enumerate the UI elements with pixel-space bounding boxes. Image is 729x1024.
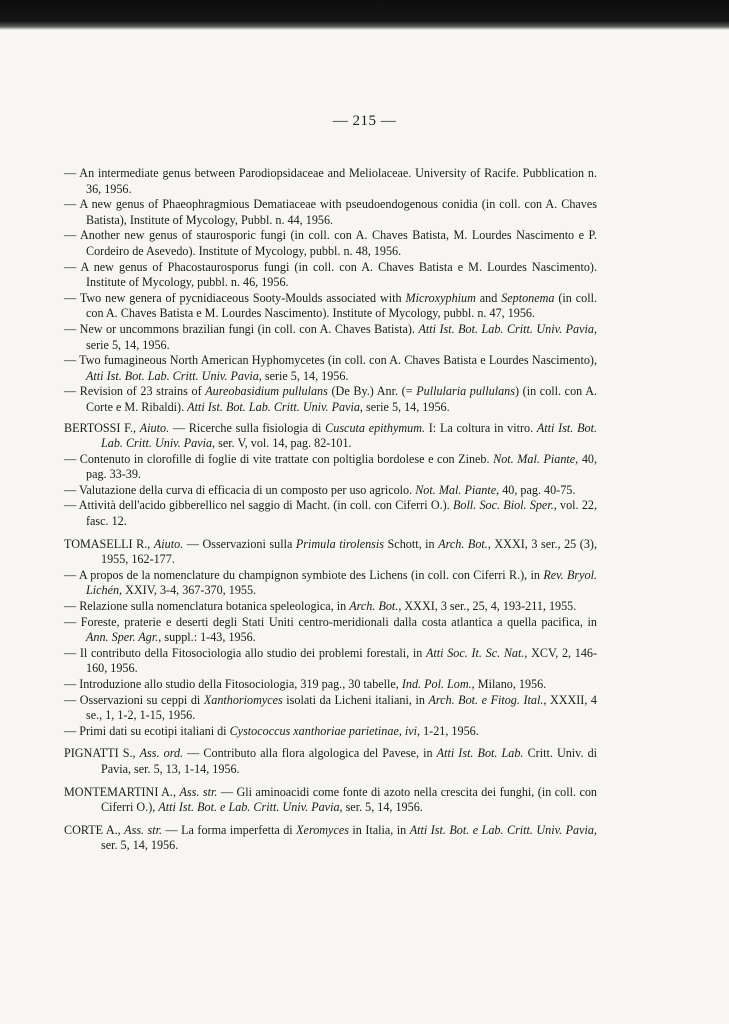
italic-citation: Microxyphium bbox=[405, 290, 476, 305]
author-name: TOMASELLI R., bbox=[64, 536, 151, 551]
entry-dash: — bbox=[64, 482, 79, 497]
entry-dash: — bbox=[64, 451, 80, 466]
bibliography-entry bbox=[64, 228, 597, 259]
citation-text: suppl.: 1-43, 1956. bbox=[161, 630, 256, 645]
citation-text: Critt. Univ. di Pavia, ser. 5, 13, 1-14, 1956. bbox=[101, 746, 598, 776]
citation-text: Il contributo della Fitosociologia allo studio dei problemi forestali, in bbox=[79, 645, 426, 660]
citation-text: XXIV, 3-4, 367-370, 1955. bbox=[122, 583, 257, 598]
author-name: CORTE A., bbox=[64, 822, 121, 837]
citation-text: — Gli aminoacidi come fonte di azoto nella crescita dei funghi, (in coll. con Ciferri O.), bbox=[101, 784, 597, 815]
italic-citation: Pullularia pullulans bbox=[416, 384, 515, 399]
citation-text: vol. 22, fasc. 12. bbox=[86, 498, 597, 529]
citation-text: XXXII, 4 se., 1, 1-2, 1-15, 1956. bbox=[86, 692, 597, 723]
italic-citation: Arch. Bot. e Fitog. Ital., bbox=[428, 692, 547, 707]
citation-text: Foreste, praterie e deserti degli Stati Uniti centro-meridionali dalla costa atlantica a quella pacifica, in bbox=[80, 614, 597, 629]
italic-citation: Xeromyces bbox=[296, 822, 349, 837]
citation-text: Two fumagineous North American Hyphomycetes (in coll. con A. Chaves Batista e Lourdes Nascimento), bbox=[79, 353, 597, 368]
author-block-bertossi bbox=[64, 421, 597, 452]
bibliography-entry bbox=[64, 724, 597, 740]
citation-text: and bbox=[475, 290, 502, 305]
citation-text: XXXI, 3 ser., 25, 4, 193-211, 1955. bbox=[401, 599, 577, 614]
citation-text: New or uncommons brazilian fungi (in coll. con A. Chaves Batista). bbox=[79, 321, 419, 336]
bibliography-entry bbox=[64, 384, 597, 415]
author-role: Aiuto. bbox=[139, 420, 170, 435]
bibliography-entry bbox=[64, 693, 597, 724]
italic-citation: Atti Ist. Bot. Lab. Critt. Univ. Pavia, bbox=[86, 368, 262, 383]
citation-text: ser. 5, 14, 1956. bbox=[342, 800, 423, 815]
author-role: Ass. str. bbox=[124, 822, 163, 837]
citation-text: A propos de la nomenclature du champignon symbiote des Lichens (in coll. con Ciferri R.), in bbox=[78, 567, 544, 582]
author-name: PIGNATTI S., bbox=[64, 746, 136, 761]
citation-text: Schott, in bbox=[384, 536, 439, 551]
citation-text: 40, pag. 40-75. bbox=[499, 482, 576, 497]
italic-citation: Arch. Bot., bbox=[349, 599, 402, 614]
italic-citation: Ind. Pol. Lom., bbox=[401, 677, 475, 691]
citation-text: isolati da Licheni italiani, in bbox=[282, 692, 429, 707]
bibliography-entry bbox=[64, 677, 597, 693]
entry-dash: — bbox=[64, 645, 80, 660]
bibliography-entry bbox=[64, 322, 597, 353]
citation-text: ) (in coll. con A. Corte e M. Ribaldi). bbox=[86, 384, 597, 414]
entry-dash: — bbox=[64, 723, 80, 738]
author-first-work bbox=[101, 785, 597, 815]
bibliography-entry bbox=[64, 599, 597, 615]
citation-text: Primi dati su ecotipi italiani di bbox=[79, 723, 230, 738]
citation-text: (De By.) Anr. (= bbox=[327, 384, 417, 399]
citation-text: Relazione sulla nomenclatura botanica speleologica, in bbox=[79, 599, 350, 614]
entry-dash: — bbox=[64, 677, 80, 691]
italic-citation: Not. Mal. Piante, bbox=[415, 482, 500, 497]
bibliography-content bbox=[64, 166, 597, 854]
citation-text: I: La coltura in vitro. bbox=[425, 420, 537, 435]
italic-citation: Atti Ist. Bot. Lab. Critt. Univ. Pavia, bbox=[101, 420, 597, 451]
citation-text: Attività dell'acido gibberellico nel saggio di Macht. (in coll. con Ciferri O.). bbox=[78, 498, 453, 513]
citation-text: XXXI, 3 ser., 25 (3), 1955, 162-177. bbox=[101, 536, 597, 567]
citation-text: Introduzione allo studio della Fitosociologia, 319 pag., 30 tabelle, bbox=[79, 677, 402, 691]
page-number: — 215 — bbox=[332, 113, 397, 129]
bibliography-entry bbox=[64, 615, 597, 646]
citation-text: An intermediate genus between Parodiopsidaceae and Meliolaceae. University of Racife. Pubblication n. 36, 1956. bbox=[79, 166, 597, 196]
citation-text: Two new genera of pycnidiaceous Sooty-Moulds associated with bbox=[79, 290, 406, 305]
entry-dash: — bbox=[64, 692, 80, 707]
italic-citation: Ann. Sper. Agr., bbox=[86, 630, 162, 645]
bibliography-entry bbox=[64, 197, 597, 228]
citation-text: A new genus of Phacostaurosporus fungi (in coll. con A. Chaves Batista e M. Lourdes Nascimento). Institute of Mycology, pubbl. n. 46, 1956. bbox=[80, 259, 597, 290]
entries-list bbox=[64, 166, 597, 416]
author-block-tomaselli bbox=[64, 537, 597, 568]
citation-text: in Italia, in bbox=[348, 822, 410, 837]
author-role: Ass. ord. bbox=[139, 746, 184, 761]
bibliography-entry bbox=[64, 260, 597, 291]
scan-top-border bbox=[0, 0, 729, 30]
citation-text: A new genus of Phaeophragmious Dematiaceae with pseudoendogenous conidia (in coll. con A. Chaves Batista), Institute of Mycology, Pubbl. n. 44, 1956. bbox=[79, 197, 597, 227]
entries-list-tomaselli bbox=[64, 568, 597, 740]
citation-text: serie 5, 14, 1956. bbox=[362, 399, 450, 414]
italic-citation: Aureobasidium pullulans bbox=[205, 384, 328, 399]
citation-text: ser. V, vol. 14, pag. 82-101. bbox=[215, 436, 352, 451]
bibliography-entry bbox=[64, 452, 597, 483]
italic-citation: Septonema bbox=[501, 290, 555, 305]
citation-text: Valutazione della curva di efficacia di un composto per uso agricolo. bbox=[78, 482, 416, 497]
citation-text: — La forma imperfetta di bbox=[162, 822, 297, 837]
italic-citation: Atti Ist. Bot. Lab. Critt. Univ. Pavia, bbox=[187, 399, 363, 414]
entries-list-bertossi bbox=[64, 452, 597, 530]
entry-dash: — bbox=[64, 228, 80, 243]
citation-text: 1-21, 1956. bbox=[420, 723, 479, 738]
italic-citation: Atti Ist. Bot. e Lab. Critt. Univ. Pavia, bbox=[409, 822, 597, 837]
bibliography-entry bbox=[64, 483, 597, 499]
author-role: Aiuto. bbox=[153, 536, 184, 551]
author-block-corte bbox=[64, 823, 597, 854]
author-first-work bbox=[101, 823, 597, 853]
citation-text: XCV, 2, 146-160, 1956. bbox=[86, 645, 598, 676]
author-role: Ass. str. bbox=[179, 784, 218, 799]
author-block-montemartini bbox=[64, 785, 597, 816]
citation-text: serie 5, 14, 1956. bbox=[261, 368, 349, 383]
author-name: MONTEMARTINI A., bbox=[64, 784, 176, 799]
citation-text: Osservazioni su ceppi di bbox=[79, 692, 204, 707]
italic-citation: Atti Ist. Bot. Lab. bbox=[436, 746, 524, 761]
bibliography-entry bbox=[64, 353, 597, 384]
italic-citation: Primula tirolensis bbox=[295, 536, 384, 551]
citation-text: Another new genus of staurosporic fungi (in coll. con A. Chaves Batista, M. Lourdes Nascimento e P. Cordeiro de Asevedo). Institute of Mycology, pubbl. n. 48, 1956. bbox=[80, 228, 597, 258]
entry-dash: — bbox=[64, 567, 79, 582]
italic-citation: Atti Ist. Bot. e Lab. Critt. Univ. Pavia, bbox=[158, 800, 343, 815]
italic-citation: Boll. Soc. Biol. Sper., bbox=[452, 498, 557, 513]
citation-text: — Osservazioni sulla bbox=[183, 536, 296, 551]
bibliography-entry bbox=[64, 291, 597, 322]
italic-citation: Rev. Bryol. Lichén, bbox=[86, 567, 597, 598]
citation-text: 40, pag. 33-39. bbox=[86, 451, 598, 482]
bibliography-entry bbox=[64, 166, 597, 197]
citation-text: Contenuto in clorofille di foglie di vite trattate con poltiglia bordolese e con Zineb. bbox=[79, 451, 494, 466]
citation-text: (in coll. con A. Chaves Batista e M. Lourdes Nascimento). Institute of Mycology, pubbl. n. 47, 1956. bbox=[86, 290, 598, 321]
author-block-pignatti bbox=[64, 746, 597, 777]
entry-dash: — bbox=[64, 384, 80, 399]
entry-dash: — bbox=[64, 166, 80, 180]
entry-dash: — bbox=[64, 599, 80, 614]
entry-dash: — bbox=[64, 498, 79, 513]
entry-dash: — bbox=[64, 321, 80, 336]
italic-citation: Cuscuta epithymum. bbox=[325, 420, 426, 435]
author-name: BERTOSSI F., bbox=[64, 420, 136, 435]
bibliography-entry bbox=[64, 646, 597, 677]
italic-citation: Atti Soc. It. Sc. Nat., bbox=[426, 645, 528, 660]
author-first-work bbox=[101, 421, 597, 451]
italic-citation: Atti Ist. Bot. Lab. Critt. Univ. Pavia, bbox=[418, 321, 597, 336]
citation-text: Revision of 23 strains of bbox=[79, 384, 206, 399]
entry-dash: — bbox=[64, 290, 80, 305]
italic-citation: Cystococcus xanthoriae parietinae, ivi, bbox=[229, 723, 421, 738]
entry-dash: — bbox=[64, 614, 81, 629]
entry-dash: — bbox=[64, 259, 81, 274]
italic-citation: Arch. Bot., bbox=[438, 536, 491, 551]
citation-text: Milano, 1956. bbox=[474, 677, 547, 691]
citation-text: — Ricerche sulla fisiologia di bbox=[169, 420, 326, 435]
citation-text: — Contributo alla flora algologica del Pavese, in bbox=[183, 746, 437, 761]
entry-dash: — bbox=[64, 197, 80, 212]
italic-citation: Xanthoriomyces bbox=[203, 692, 283, 707]
citation-text: ser. 5, 14, 1956. bbox=[101, 838, 179, 853]
bibliography-entry bbox=[64, 498, 597, 529]
citation-text: serie 5, 14, 1956. bbox=[86, 337, 170, 352]
italic-citation: Not. Mal. Piante, bbox=[493, 451, 579, 466]
entry-dash: — bbox=[64, 353, 80, 368]
bibliography-entry bbox=[64, 568, 597, 599]
